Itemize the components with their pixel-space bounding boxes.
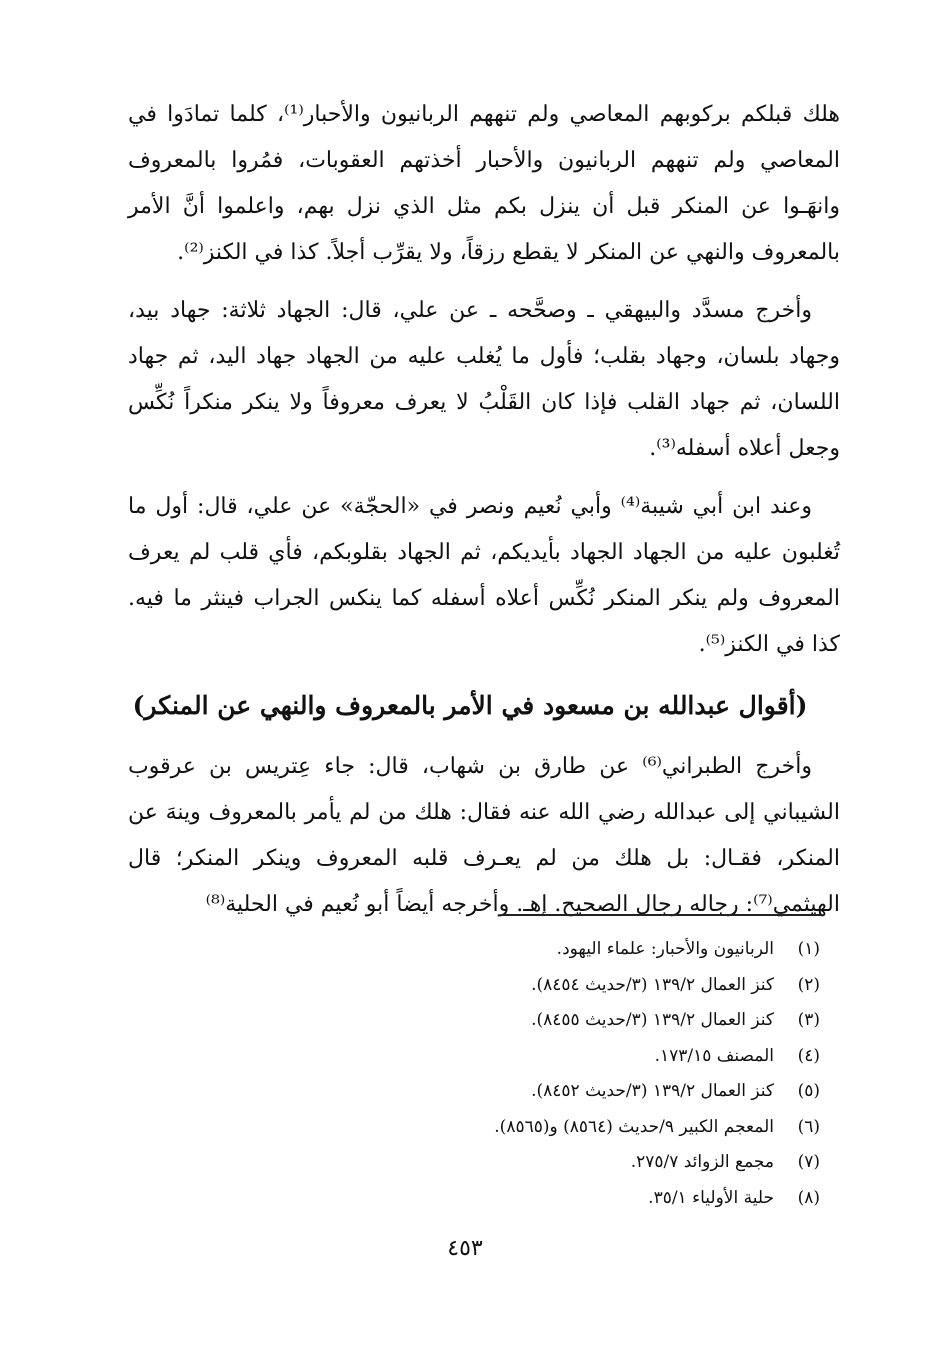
section-heading: (أقوال عبدالله بن مسعود في الأمر بالمعروف والنهي عن المنكر) [132,691,808,720]
footnote-number: (٨) [797,1187,820,1208]
footnote-text: مجمع الزوائد ٢٧٥/٧. [630,1152,774,1172]
paragraph-4: وأخرج الطبراني⁽⁶⁾ عن طارق بن شهاب، قال: جاء عِتريس بن عرقوب الشيباني إلى عبدالله رضي الله عنه فقال: هلك من لم يأمر بالمعروف وينهَ عن المنكر، فقـال: بل هلك من لم يعـرف قلبه المعروف وينكر المنكر؛ قال الهيثمي⁽⁷⁾: رجاله رجال الصحيح. إهـ. وأخرجه أيضاً أبو نُعيم في الحلية⁽⁸⁾ [128,754,840,917]
footnote-4 [220,1039,820,1075]
footnote-number: (١) [797,939,820,959]
footnote-8 [220,1181,820,1217]
footnote-number: (٥) [797,1081,820,1101]
footnote-5 [220,1074,820,1110]
footnote-text: كنز العمال ١٣٩/٢ (٣/حديث ٨٤٥٢). [531,1081,774,1101]
footnote-text: الربانيون والأحبار: علماء اليهود. [556,939,774,959]
footnote-3 [220,1003,820,1039]
footnote-separator [502,914,822,916]
footnote-text: كنز العمال ١٣٩/٢ (٣/حديث ٨٤٥٥). [531,1010,774,1030]
footnote-text: المصنف ١٧٣/١٥. [654,1045,774,1066]
footnote-number: (٤) [797,1045,820,1066]
footnote-number: (٦) [797,1116,820,1137]
paragraph-2: وأخرج مسدَّد والبيهقي ـ وصحَّحه ـ عن علي، قال: الجهاد ثلاثة: جهاد بيد، وجهاد بلسان، وجهاد بقلب؛ فأول ما يُغلب عليه من الجهاد جهاد اليد، ثم جهاد اللسان، ثم جهاد القلب فإذا كان القَلْبُ لا يعرف معروفاً ولا ينكر منكراً نُكِّس وجعل أعلاه أسفله⁽³⁾. [128,298,840,461]
footnote-number: (٣) [797,1010,820,1030]
footnote-1 [220,932,820,968]
footnote-text: حلية الأولياء ٣٥/١. [648,1187,774,1208]
footnote-6 [220,1110,820,1146]
footnote-text: المعجم الكبير ٩/حديث (٨٥٦٤) و(٨٥٦٥). [494,1116,774,1137]
footnote-text: كنز العمال ١٣٩/٢ (٣/حديث ٨٤٥٤). [531,974,774,995]
footnote-number: (٢) [797,974,820,995]
paragraph-3: وعند ابن أبي شيبة⁽⁴⁾ وأبي نُعيم ونصر في «الحجّة» عن علي، قال: أول ما تُغلبون عليه من الجهاد الجهاد بأيديكم، ثم الجهاد بقلوبكم، فأي قلب لم يعرف المعروف ولم ينكر المنكر نُكِّس أعلاه أسفله كما ينكس الجراب فينثر ما فيه. كذا في الكنز⁽⁵⁾. [128,494,840,657]
footnotes [220,932,820,1216]
footnote-2 [220,968,820,1004]
paragraph-1: هلك قبلكم بركوبهم المعاصي ولم تنههم الربانيون والأحبار⁽¹⁾، كلما تمادَوا في المعاصي ولم تنههم الربانيون والأحبار أخذتهم العقوبات، فمُروا بالمعروف وانهَـوا عن المنكر قبل أن ينزل بكم مثل الذي نزل بهم، واعلموا أنَّ الأمر بالمعروف والنهي عن المنكر لا يقطع رزقاً، ولا يقرِّب أجلاً. كذا في الكنز⁽²⁾. [128,102,840,265]
footnote-number: (٧) [797,1152,820,1172]
footnote-7 [220,1145,820,1181]
main-text [128,92,840,940]
page-number: ٤٥٣ [447,1236,483,1261]
